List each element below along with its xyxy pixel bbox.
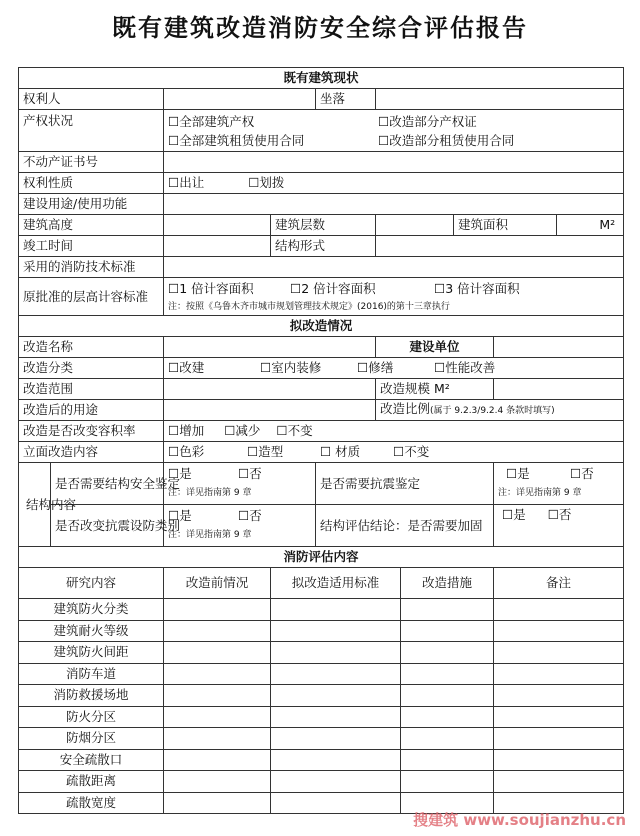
far-note: 注：按照《乌鲁木齐市城市规划管理技术规定》(2016)的第十三章执行 — [168, 301, 450, 312]
checkbox-rebuild[interactable]: ☐改建 — [168, 359, 205, 375]
checkbox-far-2[interactable]: ☐2 倍计容面积 — [290, 280, 376, 296]
checkbox-far-3[interactable]: ☐3 倍计容面积 — [434, 280, 520, 296]
category-label: 改造分类 — [19, 358, 164, 379]
col-before: 改造前情况 — [164, 568, 271, 599]
row-label: 消防救援场地 — [19, 685, 164, 707]
checkbox-far-1[interactable]: ☐1 倍计容面积 — [168, 280, 254, 296]
cell-remarks[interactable] — [494, 620, 624, 642]
cell-before[interactable] — [164, 728, 271, 750]
cell-measures[interactable] — [401, 642, 494, 664]
cell-standard[interactable] — [271, 685, 401, 707]
right-nature-label: 权利性质 — [19, 173, 164, 194]
right-nature-options — [164, 173, 624, 194]
checkbox-facade-unchanged[interactable]: ☐不变 — [393, 443, 430, 459]
ratio-note: (属于 9.2.3/9.2.4 条款时填写) — [430, 406, 555, 416]
checkbox-all-property[interactable]: ☐全部建筑产权 — [168, 113, 255, 129]
cell-before[interactable] — [164, 749, 271, 771]
col-research: 研究内容 — [19, 568, 164, 599]
cell-remarks[interactable] — [494, 706, 624, 728]
builder-field[interactable] — [494, 337, 624, 358]
checkbox-reinforce-yes[interactable]: ☐是 — [502, 507, 526, 522]
cell-standard[interactable] — [271, 706, 401, 728]
checkbox-repair[interactable]: ☐修缮 — [357, 359, 394, 375]
cell-standard[interactable] — [271, 599, 401, 621]
scale-field[interactable] — [494, 379, 624, 400]
facade-label: 立面改造内容 — [19, 442, 164, 463]
cell-measures[interactable] — [401, 771, 494, 793]
cell-remarks[interactable] — [494, 685, 624, 707]
checkbox-class-yes[interactable]: ☐是 — [168, 507, 192, 523]
table-row — [19, 642, 624, 664]
conclusion-options — [494, 505, 624, 547]
report-form — [18, 67, 623, 825]
usage-label: 建设用途/使用功能 — [19, 194, 164, 215]
col-remarks: 备注 — [494, 568, 624, 599]
far-standard-options — [164, 278, 624, 316]
checkbox-performance[interactable]: ☐性能改善 — [434, 359, 496, 375]
far-change-label: 改造是否改变容积率 — [19, 421, 164, 442]
table-row — [19, 599, 624, 621]
structure-label: 结构形式 — [271, 236, 376, 257]
area-field[interactable] — [557, 215, 624, 236]
property-status-options — [164, 110, 624, 152]
fire-standard-label: 采用的消防技术标准 — [19, 257, 164, 278]
seismic-options — [494, 463, 624, 505]
cell-measures[interactable] — [401, 706, 494, 728]
col-measures: 改造措施 — [401, 568, 494, 599]
owner-field[interactable] — [164, 89, 316, 110]
new-use-label: 改造后的用途 — [19, 400, 164, 421]
cell-before[interactable] — [164, 620, 271, 642]
completion-field[interactable] — [164, 236, 271, 257]
cell-standard[interactable] — [271, 771, 401, 793]
cell-before[interactable] — [164, 706, 271, 728]
cell-standard[interactable] — [271, 663, 401, 685]
cell-before[interactable] — [164, 642, 271, 664]
report-table — [18, 67, 624, 814]
structure-field[interactable] — [376, 236, 624, 257]
cell-measures[interactable] — [401, 620, 494, 642]
section-header-fire-assessment: 消防评估内容 — [19, 547, 624, 568]
cell-before[interactable] — [164, 599, 271, 621]
guide-note: 注：详见指南第 9 章 — [168, 487, 252, 498]
row-label: 疏散宽度 — [19, 792, 164, 814]
far-change-options — [164, 421, 624, 442]
guide-note: 注：详见指南第 9 章 — [168, 529, 252, 540]
checkbox-all-lease[interactable]: ☐全部建筑租赁使用合同 — [168, 132, 305, 148]
cell-measures[interactable] — [401, 599, 494, 621]
checkbox-sale[interactable]: ☐出让 — [168, 175, 205, 190]
cert-no-label: 不动产证书号 — [19, 152, 164, 173]
cell-standard[interactable] — [271, 728, 401, 750]
table-row — [19, 663, 624, 685]
struct-safety-question: 是否需要结构安全鉴定 — [51, 463, 164, 505]
conclusion-question: 结构评估结论：是否需要加固 — [316, 505, 494, 547]
watermark: 搜建筑 www.soujianzhu.cn — [413, 811, 626, 829]
builder-label: 建设单位 — [376, 337, 494, 358]
renovation-name-label: 改造名称 — [19, 337, 164, 358]
row-label: 建筑耐火等级 — [19, 620, 164, 642]
table-row — [19, 620, 624, 642]
checkbox-struct-yes[interactable]: ☐是 — [168, 465, 192, 481]
height-label: 建筑高度 — [19, 215, 164, 236]
cell-standard[interactable] — [271, 749, 401, 771]
section-header-renovation: 拟改造情况 — [19, 316, 624, 337]
seismic-class-options — [164, 505, 316, 547]
cell-measures[interactable] — [401, 685, 494, 707]
row-label: 疏散距离 — [19, 771, 164, 793]
checkbox-class-no[interactable]: ☐否 — [238, 507, 262, 523]
table-row — [19, 749, 624, 771]
checkbox-struct-no[interactable]: ☐否 — [238, 465, 262, 481]
checkbox-seismic-yes[interactable]: ☐是 — [506, 465, 530, 481]
area-unit: M² — [599, 217, 616, 232]
row-label: 防火分区 — [19, 706, 164, 728]
cell-measures[interactable] — [401, 663, 494, 685]
owner-label: 权利人 — [19, 89, 164, 110]
ratio-label: 改造比例 — [380, 401, 431, 416]
row-label: 安全疏散口 — [19, 749, 164, 771]
scope-field[interactable] — [164, 379, 376, 400]
cell-measures[interactable] — [401, 749, 494, 771]
table-row — [19, 728, 624, 750]
floors-field[interactable] — [376, 215, 454, 236]
table-row — [19, 771, 624, 793]
cell-before[interactable] — [164, 792, 271, 814]
location-field[interactable] — [376, 89, 624, 110]
checkbox-partial-property[interactable]: ☐改造部分产权证 — [378, 113, 477, 129]
area-label: 建筑面积 — [454, 215, 557, 236]
checkbox-allot[interactable]: ☐划拨 — [248, 175, 285, 190]
checkbox-color[interactable]: ☐色彩 — [168, 443, 205, 459]
row-label: 消防车道 — [19, 663, 164, 685]
renovation-name-field[interactable] — [164, 337, 376, 358]
usage-field[interactable] — [164, 194, 624, 215]
table-row — [19, 706, 624, 728]
new-use-field[interactable] — [164, 400, 376, 421]
checkbox-unchanged[interactable]: ☐不变 — [276, 423, 313, 438]
property-status-label: 产权状况 — [19, 110, 164, 152]
checkbox-partial-lease[interactable]: ☐改造部分租赁使用合同 — [378, 132, 515, 148]
checkbox-increase[interactable]: ☐增加 — [168, 423, 205, 438]
category-options — [164, 358, 624, 379]
fire-standard-field[interactable] — [164, 257, 624, 278]
floors-label: 建筑层数 — [271, 215, 376, 236]
row-label: 建筑防火间距 — [19, 642, 164, 664]
seismic-question: 是否需要抗震鉴定 — [316, 463, 494, 505]
row-label: 建筑防火分类 — [19, 599, 164, 621]
cell-before[interactable] — [164, 663, 271, 685]
scale-label: 改造规模 M² — [376, 379, 494, 400]
struct-safety-options — [164, 463, 316, 505]
cell-remarks[interactable] — [494, 728, 624, 750]
scope-label: 改造范围 — [19, 379, 164, 400]
checkbox-reinforce-no[interactable]: ☐否 — [547, 507, 572, 522]
cell-standard[interactable] — [271, 620, 401, 642]
checkbox-interior[interactable]: ☐室内装修 — [260, 359, 322, 375]
cell-remarks[interactable] — [494, 749, 624, 771]
seismic-class-question: 是否改变抗震设防类别 — [51, 505, 164, 547]
row-label: 防烟分区 — [19, 728, 164, 750]
cell-remarks[interactable] — [494, 663, 624, 685]
height-field[interactable] — [164, 215, 271, 236]
facade-options — [164, 442, 624, 463]
checkbox-shape[interactable]: ☐造型 — [247, 443, 284, 459]
cert-no-field[interactable] — [164, 152, 624, 173]
col-standard: 拟改造适用标准 — [271, 568, 401, 599]
location-label: 坐落 — [316, 89, 376, 110]
section-header-existing: 既有建筑现状 — [19, 68, 624, 89]
cell-standard[interactable] — [271, 792, 401, 814]
completion-label: 竣工时间 — [19, 236, 164, 257]
cell-remarks[interactable] — [494, 599, 624, 621]
cell-measures[interactable] — [401, 728, 494, 750]
cell-remarks[interactable] — [494, 771, 624, 793]
checkbox-seismic-no[interactable]: ☐否 — [570, 465, 594, 481]
guide-note: 注：详见指南第 9 章 — [498, 487, 582, 498]
ratio-cell[interactable] — [376, 400, 624, 421]
cell-before[interactable] — [164, 771, 271, 793]
far-standard-label: 原批准的层高计容标准 — [19, 278, 164, 316]
cell-standard[interactable] — [271, 642, 401, 664]
checkbox-decrease[interactable]: ☐减少 — [224, 423, 261, 438]
page-title: 既有建筑改造消防安全综合评估报告 — [112, 13, 528, 42]
cell-remarks[interactable] — [494, 642, 624, 664]
table-row — [19, 685, 624, 707]
checkbox-material[interactable]: ☐ 材质 — [320, 443, 361, 459]
structure-content-label: 结构内容 — [19, 463, 51, 547]
cell-before[interactable] — [164, 685, 271, 707]
